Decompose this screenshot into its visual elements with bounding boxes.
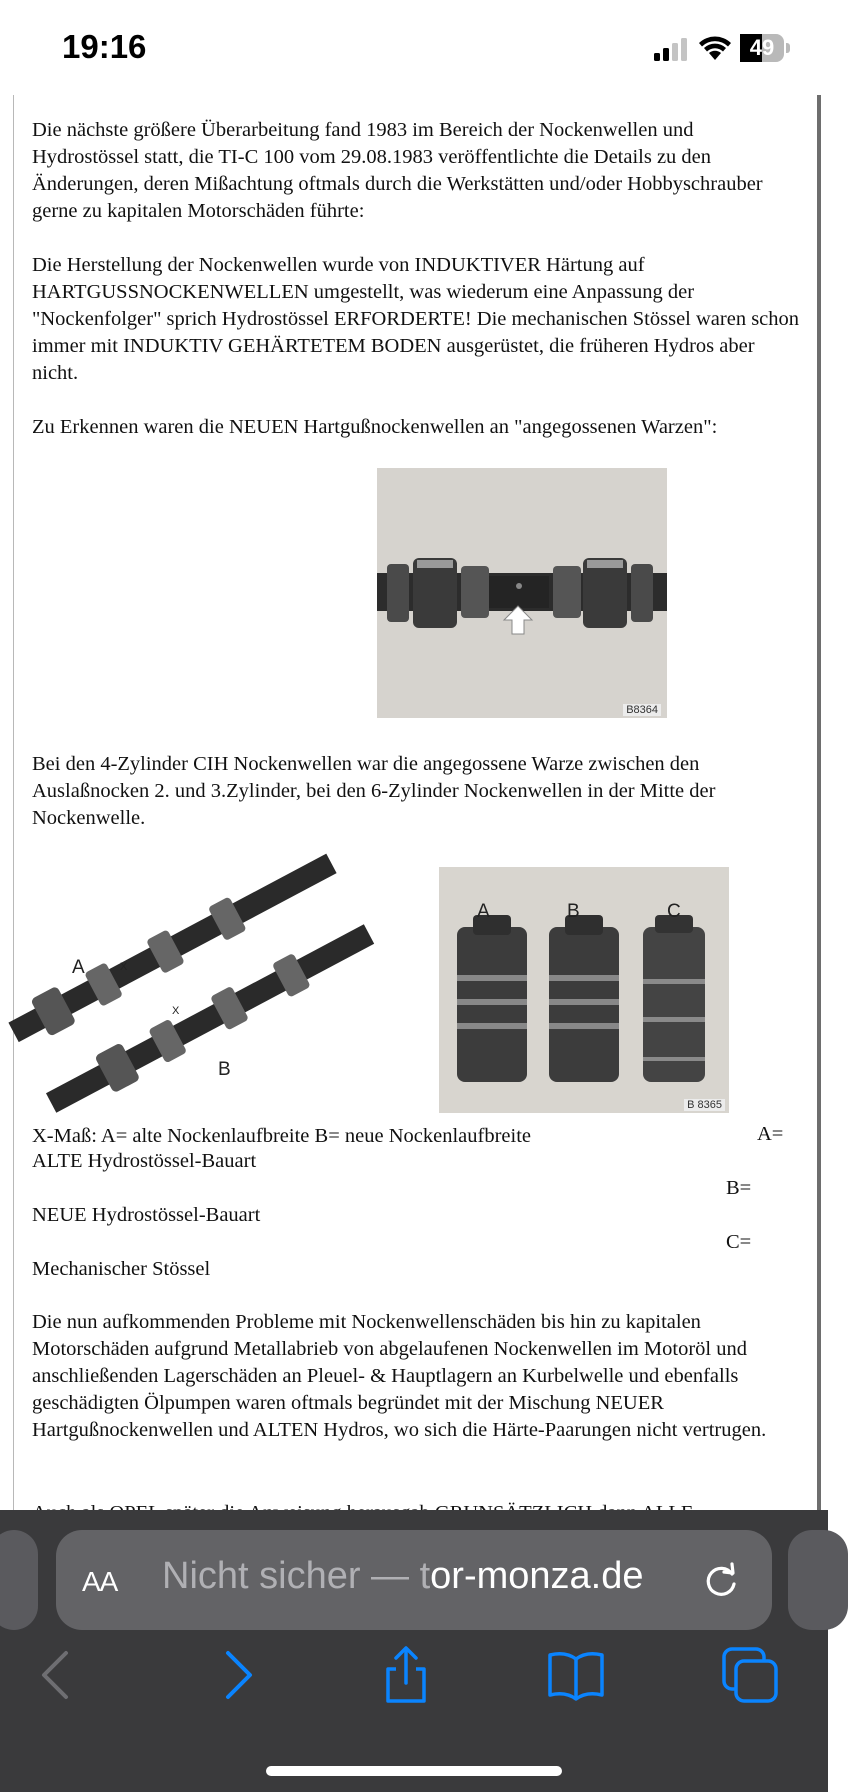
caption-mech: Mechanischer Stössel [32, 1258, 211, 1280]
paragraph: Die Herstellung der Nockenwellen wurde von INDUKTIVER Härtung auf HARTGUSSNOCKENWELLEN umgestellt, was wiederum eine Anpassung der "Nockenfolger" sprich Hydrostössel ERFORDERTE! Die mechanischen Stössel waren schon immer mit INDUKTIV GEHÄRTETEM BODEN ausgerüstet, die früheren Hydros aber nicht. [32, 254, 800, 384]
label-a: A [72, 957, 85, 978]
browser-toolbar [0, 1510, 828, 1792]
caption-b-eq: B= [726, 1177, 752, 1199]
page-frame-right [817, 95, 821, 1510]
caption-neue-hydro: NEUE Hydrostössel-Bauart [32, 1204, 261, 1226]
battery-percent: 49 [749, 35, 775, 60]
camshaft-photo [377, 468, 667, 718]
label-x: X [172, 1005, 180, 1017]
tappet-label-a: A [477, 901, 490, 922]
tappets-photo [439, 867, 729, 1113]
page-frame-left [13, 95, 14, 1510]
caption-xmass: X-Maß: A= alte Nockenlaufbreite B= neue Nockenlaufbreite [32, 1125, 531, 1147]
caption-c-eq: C= [726, 1231, 752, 1253]
camshaft-comparison-photo [32, 867, 336, 1107]
tappet-label-b: B [567, 901, 580, 922]
cellular-signal-icon [652, 36, 692, 62]
page-settings-button[interactable]: AA [82, 1566, 118, 1597]
paragraph: Die nächste größere Überarbeitung fand 1983 im Bereich der Nockenwellen und Hydrostössel statt, die TI-C 100 vom 29.08.1983 veröffentlichte die Details zu den Änderungen, deren Mißachtung oftmals durch die Werkstätten und/oder Hobbyschrauber gerne zu kapitalen Motorschäden führte: [32, 119, 763, 222]
reload-icon[interactable] [700, 1560, 742, 1602]
address-bar[interactable] [56, 1530, 772, 1630]
battery-icon [740, 34, 790, 62]
previous-tab-preview[interactable] [0, 1530, 38, 1630]
bookmarks-icon[interactable] [546, 1645, 606, 1705]
label-x: X [120, 961, 128, 973]
url-host: or-monza.de [430, 1555, 644, 1597]
share-icon[interactable] [376, 1645, 436, 1705]
camshaft-illustration [377, 468, 667, 718]
next-tab-preview[interactable] [788, 1530, 848, 1630]
camshaft-comparison-illustration [32, 867, 336, 1107]
clock: 19:16 [62, 28, 147, 65]
article-text-top [32, 117, 802, 441]
tappet-label-c: C [667, 901, 681, 922]
article-text-middle [32, 751, 802, 832]
tabs-icon[interactable] [720, 1645, 780, 1705]
label-b: B [218, 1059, 231, 1080]
forward-icon[interactable] [206, 1645, 266, 1705]
url-text[interactable] [162, 1555, 644, 1598]
url-security-warning: Nicht sicher — t [162, 1555, 431, 1597]
wifi-icon [698, 36, 732, 62]
web-page[interactable] [0, 95, 828, 1510]
caption-a-eq: A= [757, 1123, 784, 1145]
paragraph: Bei den 4-Zylinder CIH Nockenwellen war die angegossene Warze zwischen den Auslaßnocken 2. und 3.Zylinder, bei den 6-Zylinder Nockenwellen in der Mitte der Nockenwelle. [32, 753, 716, 829]
paragraph: Zu Erkennen waren die NEUEN Hartgußnockenwellen an "angegossenen Warzen": [32, 416, 718, 438]
figure-label: B 8365 [684, 1099, 725, 1111]
back-icon[interactable] [28, 1645, 88, 1705]
paragraph: Die nun aufkommenden Probleme mit Nockenwellenschäden bis hin zu kapitalen Motorschäden aufgrund Metallabrieb von abgelaufenen Nockenwellen im Motoröl und anschließenden Lagerschäden an Pleuel- & Hauptlagern an Kurbelwelle und ebenfalls geschädigten Ölpumpen waren oftmals begründet mit der Mischung NEUER Hartgußnockenwellen und ALTEN Hydros, wo sich die Härte-Paarungen nicht vertrugen. [32, 1311, 767, 1441]
status-bar [0, 0, 828, 95]
home-indicator[interactable] [266, 1766, 562, 1776]
caption-alte-hydro: ALTE Hydrostössel-Bauart [32, 1150, 257, 1172]
figure-label: B8364 [623, 704, 661, 716]
